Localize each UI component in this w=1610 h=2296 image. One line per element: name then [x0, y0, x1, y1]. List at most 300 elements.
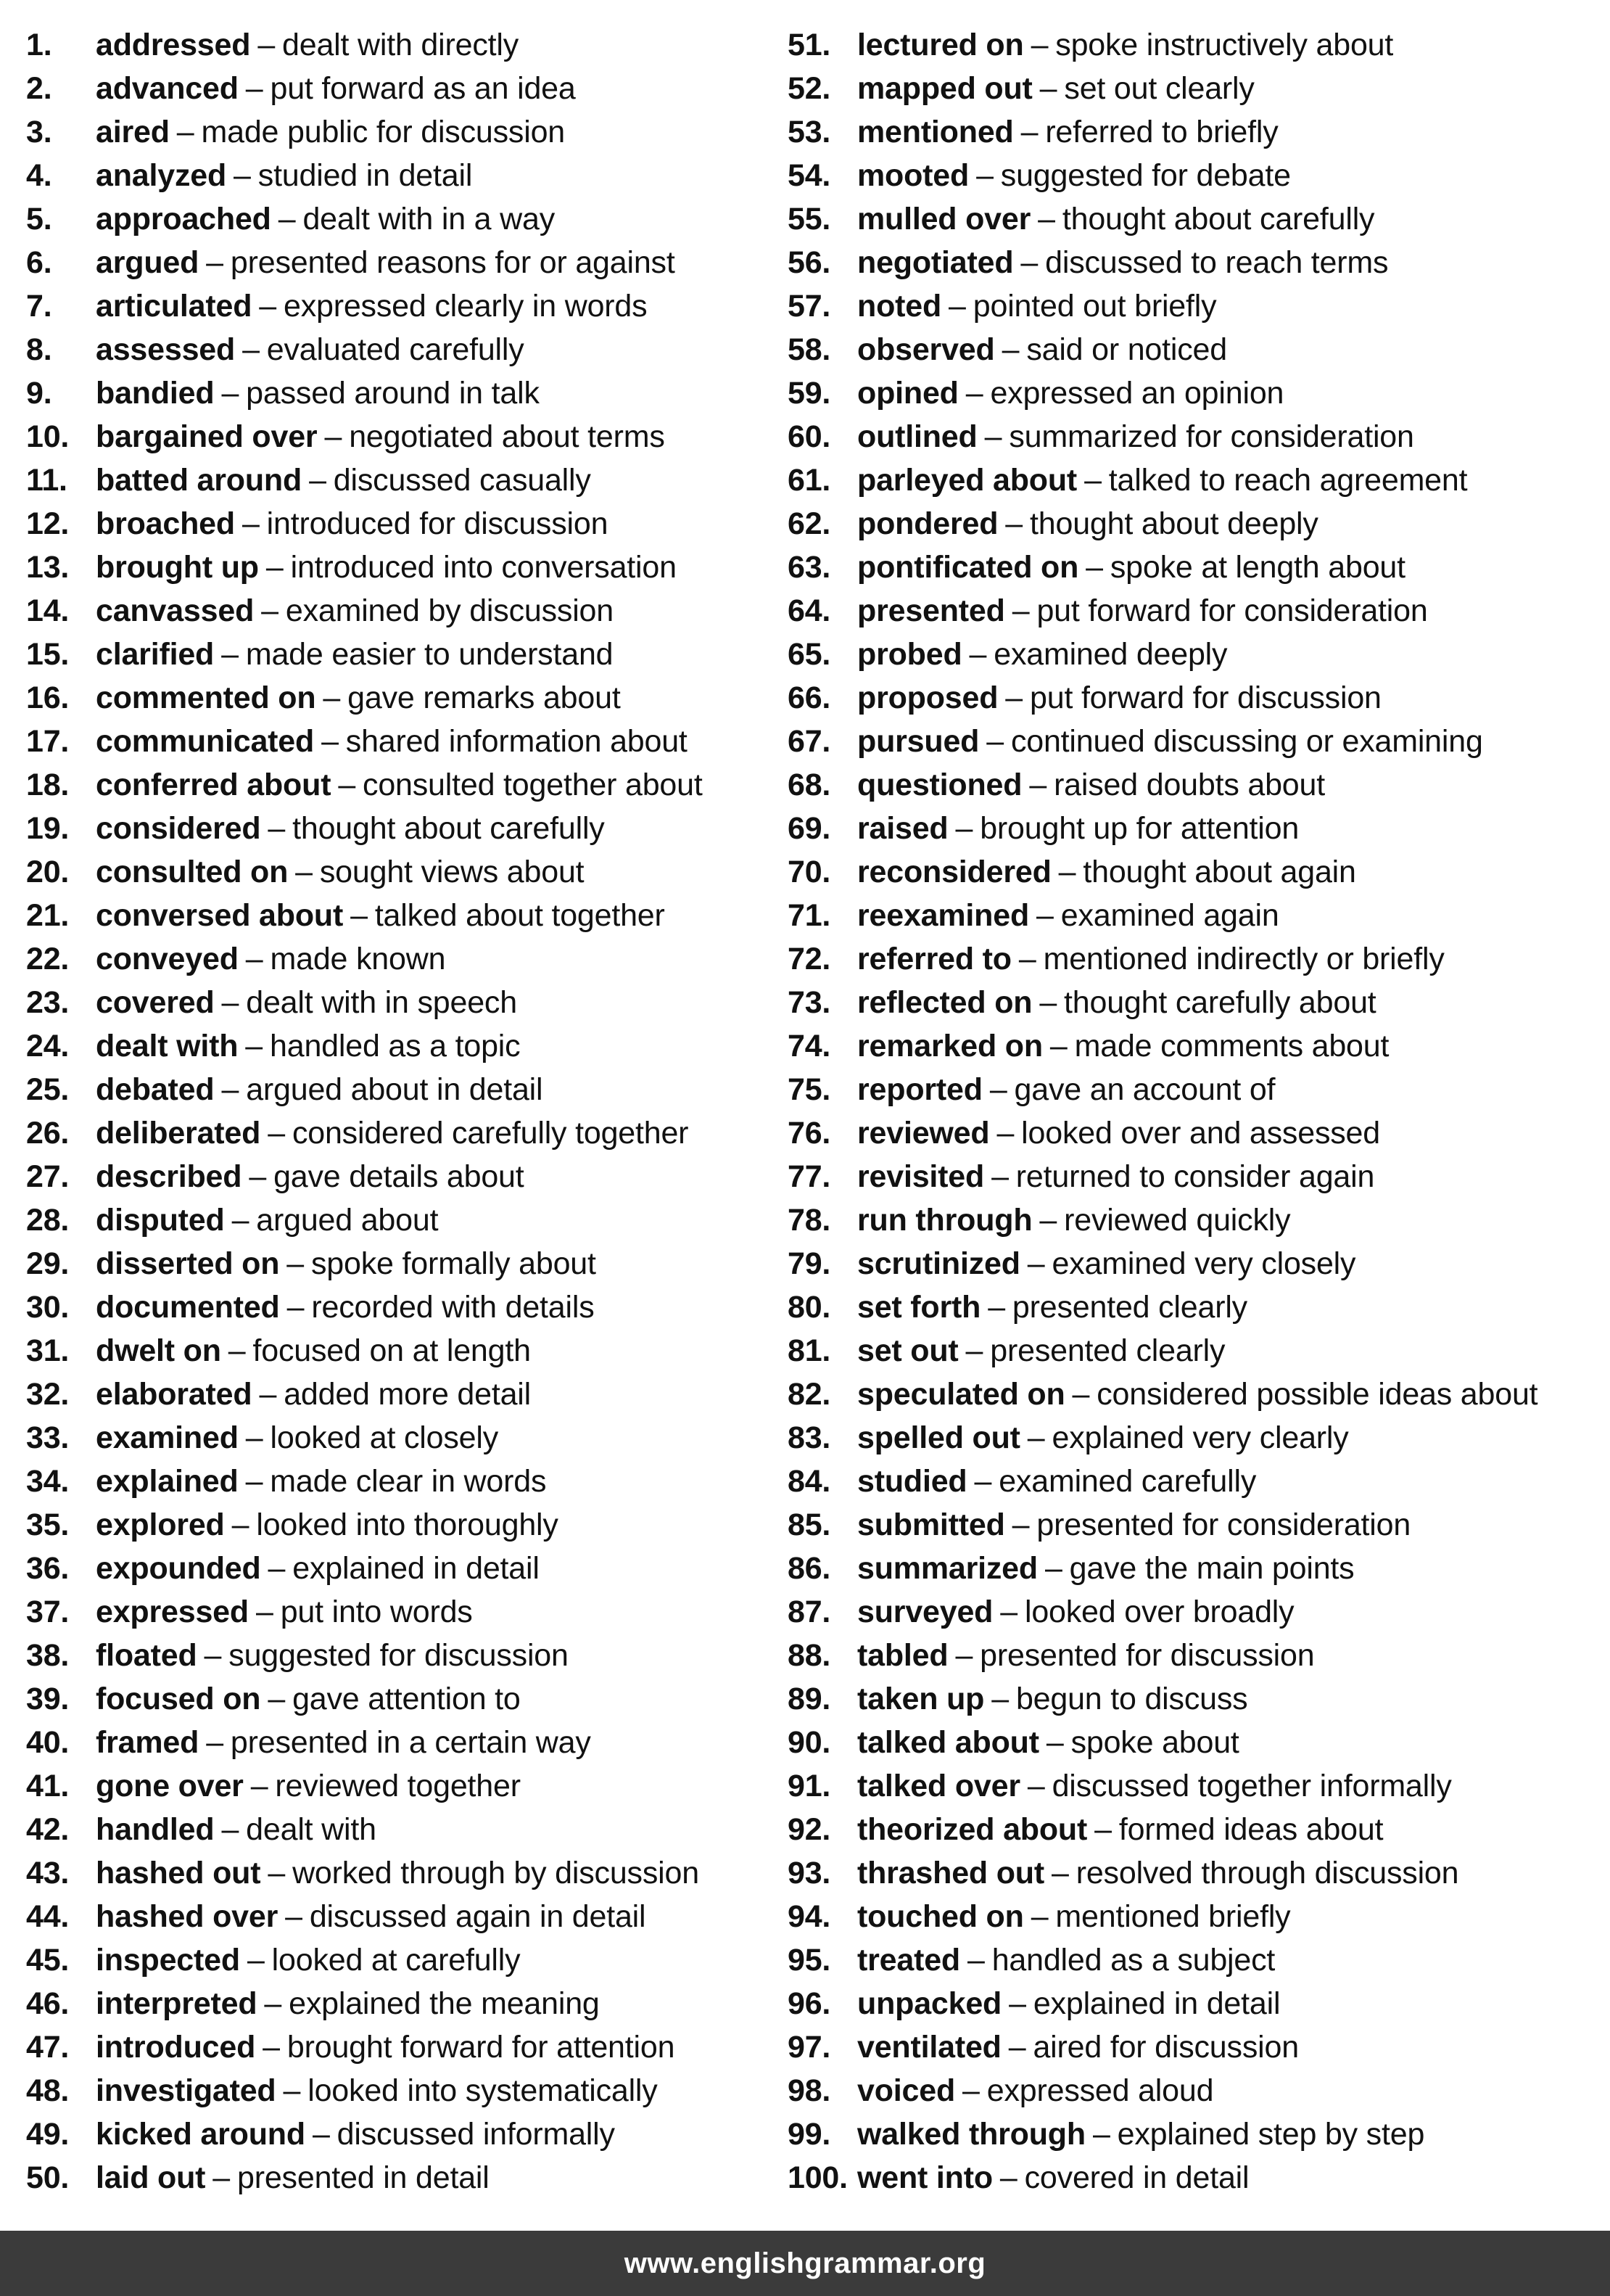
list-item — [26, 197, 788, 241]
item-definition: begun to discuss — [1015, 1681, 1248, 1716]
item-word: questioned — [857, 767, 1023, 802]
item-number: 43. — [26, 1855, 70, 1890]
item-word: handled — [96, 1811, 215, 1847]
list-item — [788, 1285, 1585, 1329]
item-number: 61. — [788, 462, 831, 498]
item-separator: – — [1012, 1507, 1030, 1542]
item-definition: discussed together informally — [1052, 1768, 1452, 1803]
item-definition: explained in detail — [292, 1550, 540, 1586]
item-number: 41. — [26, 1768, 70, 1803]
item-number: 50. — [26, 2160, 70, 2195]
item-separator: – — [1031, 27, 1049, 62]
item-number: 32. — [26, 1376, 70, 1412]
item-separator: – — [250, 1768, 268, 1803]
item-separator: – — [242, 506, 260, 541]
list-item — [26, 1764, 788, 1808]
item-word: parleyed about — [857, 462, 1078, 498]
item-definition: introduced into conversation — [290, 549, 677, 585]
item-word: advanced — [96, 70, 239, 106]
item-number: 46. — [26, 1986, 70, 2021]
item-number: 76. — [788, 1115, 831, 1151]
item-number: 13. — [26, 549, 70, 585]
list-item — [26, 981, 788, 1024]
list-item — [26, 676, 788, 720]
item-word: aired — [96, 114, 170, 149]
item-definition: dealt with — [246, 1811, 376, 1847]
item-number: 38. — [26, 1637, 70, 1673]
item-number: 87. — [788, 1594, 831, 1629]
list-item — [788, 2069, 1585, 2112]
item-number: 83. — [788, 1420, 831, 1455]
list-item — [26, 458, 788, 502]
item-number: 30. — [26, 1289, 70, 1325]
item-definition: discussed again in detail — [309, 1898, 646, 1934]
item-definition: returned to consider again — [1015, 1159, 1375, 1194]
list-item — [788, 67, 1585, 110]
item-number: 77. — [788, 1159, 831, 1194]
item-separator: – — [245, 1420, 263, 1455]
item-separator: – — [350, 897, 368, 933]
list-item — [26, 633, 788, 676]
item-number: 57. — [788, 288, 831, 324]
item-definition: looked into systematically — [307, 2073, 658, 2108]
item-word: debated — [96, 1071, 215, 1107]
item-separator: – — [991, 1681, 1009, 1716]
item-number: 55. — [788, 201, 831, 236]
list-item — [788, 241, 1585, 284]
item-word: articulated — [96, 288, 252, 324]
list-item — [788, 1503, 1585, 1547]
item-definition: reviewed quickly — [1064, 1202, 1291, 1238]
item-number: 94. — [788, 1898, 831, 1934]
item-word: noted — [857, 288, 942, 324]
item-definition: evaluated carefully — [266, 332, 524, 367]
list-item — [788, 1851, 1585, 1895]
item-separator: – — [245, 70, 263, 106]
item-definition: explained step by step — [1117, 2116, 1425, 2152]
item-number: 96. — [788, 1986, 831, 2021]
item-separator: – — [1049, 1028, 1068, 1063]
item-number: 54. — [788, 157, 831, 193]
item-number: 47. — [26, 2029, 70, 2065]
item-number: 69. — [788, 810, 831, 846]
item-number: 6. — [26, 244, 52, 280]
item-word: raised — [857, 810, 949, 846]
item-number: 42. — [26, 1811, 70, 1847]
item-word: unpacked — [857, 1986, 1002, 2021]
item-number: 27. — [26, 1159, 70, 1194]
item-definition: presented for discussion — [980, 1637, 1315, 1673]
list-item — [26, 546, 788, 589]
item-number: 29. — [26, 1246, 70, 1281]
item-definition: said or noticed — [1026, 332, 1227, 367]
item-separator: – — [1086, 549, 1103, 585]
item-word: walked through — [857, 2116, 1086, 2152]
item-definition: consulted together about — [363, 767, 703, 802]
list-item — [26, 241, 788, 284]
item-number: 1. — [26, 27, 52, 62]
item-word: batted around — [96, 462, 302, 498]
item-number: 31. — [26, 1333, 70, 1368]
list-item — [788, 1416, 1585, 1460]
item-word: elaborated — [96, 1376, 252, 1412]
item-definition: negotiated about terms — [349, 419, 665, 454]
item-word: pondered — [857, 506, 999, 541]
list-item — [26, 894, 788, 937]
item-separator: – — [1052, 1855, 1069, 1890]
item-number: 60. — [788, 419, 831, 454]
list-item — [26, 850, 788, 894]
item-word: talked over — [857, 1768, 1020, 1803]
item-number: 99. — [788, 2116, 831, 2152]
item-word: framed — [96, 1724, 199, 1760]
item-definition: reviewed together — [275, 1768, 521, 1803]
item-word: disputed — [96, 1202, 225, 1238]
item-word: laid out — [96, 2160, 206, 2195]
item-definition: expressed clearly in words — [283, 288, 648, 324]
item-definition: put forward for discussion — [1030, 680, 1382, 715]
item-number: 21. — [26, 897, 70, 933]
item-number: 52. — [788, 70, 831, 106]
list-item — [788, 110, 1585, 154]
item-separator: – — [996, 1115, 1015, 1151]
item-separator: – — [967, 1942, 985, 1978]
item-separator: – — [268, 810, 286, 846]
list-item — [788, 1242, 1585, 1285]
item-number: 80. — [788, 1289, 831, 1325]
item-separator: – — [1005, 680, 1023, 715]
list-item — [26, 763, 788, 807]
item-separator: – — [1038, 201, 1055, 236]
item-separator: – — [323, 680, 341, 715]
item-number: 65. — [788, 636, 831, 672]
item-word: addressed — [96, 27, 251, 62]
item-separator: – — [265, 549, 284, 585]
item-separator: – — [1009, 1986, 1026, 2021]
item-definition: thought about deeply — [1030, 506, 1318, 541]
item-word: set out — [857, 1333, 959, 1368]
item-definition: looked at carefully — [271, 1942, 521, 1978]
item-separator: – — [268, 1115, 285, 1151]
list-item — [26, 1068, 788, 1111]
item-word: reported — [857, 1071, 983, 1107]
item-definition: gave the main points — [1069, 1550, 1355, 1586]
item-definition: suggested for discussion — [228, 1637, 569, 1673]
list-item — [26, 2069, 788, 2112]
footer-url[interactable]: www.englishgrammar.org — [624, 2247, 986, 2279]
item-definition: spoke instructively about — [1055, 27, 1394, 62]
list-item — [26, 284, 788, 328]
item-number: 71. — [788, 897, 831, 933]
item-number: 59. — [788, 375, 831, 411]
item-definition: looked at closely — [270, 1420, 499, 1455]
item-definition: examined again — [1060, 897, 1279, 933]
item-separator: – — [984, 419, 1002, 454]
item-separator: – — [1084, 462, 1102, 498]
item-separator: – — [991, 1159, 1009, 1194]
item-number: 44. — [26, 1898, 70, 1934]
item-word: assessed — [96, 332, 236, 367]
item-number: 68. — [788, 767, 831, 802]
item-definition: considered carefully together — [292, 1115, 689, 1151]
right-column — [788, 23, 1585, 2200]
item-word: considered — [96, 810, 261, 846]
item-definition: thought about again — [1083, 854, 1356, 889]
list-item — [26, 1634, 788, 1677]
item-separator: – — [268, 1550, 286, 1586]
list-item — [26, 23, 788, 67]
item-word: tabled — [857, 1637, 949, 1673]
item-number: 93. — [788, 1855, 831, 1890]
item-definition: introduced for discussion — [266, 506, 608, 541]
list-item — [26, 1285, 788, 1329]
list-item — [788, 1677, 1585, 1721]
item-word: bargained over — [96, 419, 318, 454]
item-number: 62. — [788, 506, 831, 541]
item-separator: – — [955, 1637, 973, 1673]
list-item — [26, 1155, 788, 1198]
item-separator: – — [321, 723, 339, 759]
list-item — [26, 1416, 788, 1460]
item-separator: – — [949, 288, 966, 324]
item-word: reviewed — [857, 1115, 990, 1151]
item-definition: talked about together — [374, 897, 665, 933]
item-definition: made clear in words — [270, 1463, 547, 1499]
list-item — [788, 807, 1585, 850]
item-separator: – — [255, 1594, 273, 1629]
list-item — [788, 1373, 1585, 1416]
list-item — [26, 502, 788, 546]
item-word: investigated — [96, 2073, 276, 2108]
item-word: treated — [857, 1942, 960, 1978]
list-item — [26, 1851, 788, 1895]
item-word: gone over — [96, 1768, 244, 1803]
list-item — [26, 328, 788, 371]
item-number: 72. — [788, 941, 831, 976]
item-definition: explained the meaning — [289, 1986, 600, 2021]
item-definition: expressed an opinion — [990, 375, 1284, 411]
item-definition: put into words — [280, 1594, 473, 1629]
item-definition: recorded with details — [311, 1289, 595, 1325]
item-separator: – — [231, 1202, 249, 1238]
item-word: explained — [96, 1463, 239, 1499]
list-item — [26, 937, 788, 981]
item-definition: resolved through discussion — [1076, 1855, 1459, 1890]
item-separator: – — [338, 767, 356, 802]
item-word: hashed over — [96, 1898, 278, 1934]
item-separator: – — [1029, 767, 1047, 802]
list-item — [788, 284, 1585, 328]
item-word: negotiated — [857, 244, 1014, 280]
list-item — [788, 546, 1585, 589]
item-definition: examined by discussion — [285, 593, 614, 628]
item-number: 33. — [26, 1420, 70, 1455]
item-number: 23. — [26, 984, 70, 1020]
item-separator: – — [1008, 2029, 1026, 2065]
item-separator: – — [1036, 897, 1054, 933]
list-item — [26, 2112, 788, 2156]
item-word: run through — [857, 1202, 1033, 1238]
item-definition: made public for discussion — [201, 114, 565, 149]
item-definition: looked into thoroughly — [256, 1507, 558, 1542]
item-word: studied — [857, 1463, 967, 1499]
item-separator: – — [268, 1855, 286, 1890]
item-number: 70. — [788, 854, 831, 889]
item-word: explored — [96, 1507, 225, 1542]
item-word: inspected — [96, 1942, 240, 1978]
item-definition: set out clearly — [1064, 70, 1255, 106]
item-number: 28. — [26, 1202, 70, 1238]
item-word: introduced — [96, 2029, 256, 2065]
item-word: argued — [96, 244, 199, 280]
list-item — [26, 1503, 788, 1547]
list-item — [788, 1764, 1585, 1808]
item-word: expounded — [96, 1550, 261, 1586]
item-definition: pointed out briefly — [973, 288, 1217, 324]
item-definition: argued about in detail — [246, 1071, 543, 1107]
item-word: focused on — [96, 1681, 261, 1716]
item-word: spelled out — [857, 1420, 1020, 1455]
item-number: 81. — [788, 1333, 831, 1368]
item-number: 15. — [26, 636, 70, 672]
item-number: 75. — [788, 1071, 831, 1107]
item-word: broached — [96, 506, 235, 541]
item-word: went into — [857, 2160, 993, 2195]
list-item — [788, 676, 1585, 720]
item-definition: presented in a certain way — [230, 1724, 591, 1760]
item-separator: – — [1044, 1550, 1062, 1586]
item-separator: – — [278, 201, 296, 236]
item-word: reexamined — [857, 897, 1030, 933]
item-number: 35. — [26, 1507, 70, 1542]
list-item — [788, 1198, 1585, 1242]
item-definition: studied in detail — [257, 157, 473, 193]
item-definition: suggested for debate — [1000, 157, 1291, 193]
item-definition: examined carefully — [999, 1463, 1257, 1499]
item-definition: looked over and assessed — [1021, 1115, 1380, 1151]
list-item — [788, 894, 1585, 937]
item-separator: – — [1012, 593, 1030, 628]
item-definition: dealt with directly — [282, 27, 519, 62]
item-separator: – — [204, 1637, 222, 1673]
item-word: floated — [96, 1637, 197, 1673]
item-number: 66. — [788, 680, 831, 715]
item-word: remarked on — [857, 1028, 1043, 1063]
item-word: analyzed — [96, 157, 227, 193]
word-list — [26, 23, 1585, 2200]
item-number: 34. — [26, 1463, 70, 1499]
list-item — [788, 850, 1585, 894]
item-number: 36. — [26, 1550, 70, 1586]
item-number: 22. — [26, 941, 70, 976]
item-definition: handled as a subject — [991, 1942, 1276, 1978]
list-item — [788, 154, 1585, 197]
item-word: disserted on — [96, 1246, 280, 1281]
item-definition: spoke about — [1070, 1724, 1239, 1760]
item-number: 86. — [788, 1550, 831, 1586]
item-definition: put forward as an idea — [270, 70, 576, 106]
list-item — [26, 1460, 788, 1503]
item-number: 89. — [788, 1681, 831, 1716]
item-word: dealt with — [96, 1028, 239, 1063]
item-definition: looked over broadly — [1024, 1594, 1295, 1629]
item-separator: – — [1031, 1898, 1049, 1934]
item-number: 11. — [26, 462, 67, 498]
item-word: taken up — [857, 1681, 985, 1716]
item-word: canvassed — [96, 593, 255, 628]
list-item — [26, 1024, 788, 1068]
item-separator: – — [221, 636, 239, 672]
list-item — [26, 1895, 788, 1938]
item-definition: covered in detail — [1024, 2160, 1250, 2195]
item-separator: – — [221, 375, 239, 411]
list-item — [788, 1329, 1585, 1373]
item-definition: mentioned indirectly or briefly — [1043, 941, 1445, 976]
item-separator: – — [228, 1333, 246, 1368]
item-number: 39. — [26, 1681, 70, 1716]
list-item — [788, 1460, 1585, 1503]
item-definition: thought about carefully — [1062, 201, 1375, 236]
item-separator: – — [1072, 1376, 1090, 1412]
item-separator: – — [231, 1507, 249, 1542]
list-item — [788, 1547, 1585, 1590]
item-word: deliberated — [96, 1115, 261, 1151]
list-item — [26, 1808, 788, 1851]
item-number: 19. — [26, 810, 70, 846]
item-separator: – — [962, 2073, 980, 2108]
item-word: dwelt on — [96, 1333, 221, 1368]
item-number: 25. — [26, 1071, 70, 1107]
list-item — [788, 1590, 1585, 1634]
item-separator: – — [324, 419, 342, 454]
item-word: pontificated on — [857, 549, 1079, 585]
left-column — [26, 23, 788, 2200]
item-number: 82. — [788, 1376, 831, 1412]
item-word: approached — [96, 201, 271, 236]
item-definition: passed around in talk — [246, 375, 540, 411]
item-number: 84. — [788, 1463, 831, 1499]
item-separator: – — [249, 1159, 267, 1194]
list-item — [788, 1895, 1585, 1938]
item-word: talked about — [857, 1724, 1039, 1760]
list-item — [788, 589, 1585, 633]
item-definition: discussed to reach terms — [1045, 244, 1389, 280]
item-word: covered — [96, 984, 215, 1020]
item-separator: – — [999, 2160, 1017, 2195]
list-item — [26, 1547, 788, 1590]
list-item — [26, 1242, 788, 1285]
list-item — [26, 720, 788, 763]
item-definition: spoke formally about — [311, 1246, 596, 1281]
item-separator: – — [286, 1289, 305, 1325]
item-word: mentioned — [857, 114, 1014, 149]
list-item — [788, 1024, 1585, 1068]
list-item — [788, 1721, 1585, 1764]
list-item — [788, 2025, 1585, 2069]
item-definition: gave remarks about — [347, 680, 621, 715]
item-separator: – — [242, 332, 260, 367]
item-separator: – — [261, 593, 278, 628]
item-separator: – — [312, 2116, 330, 2152]
item-number: 79. — [788, 1246, 831, 1281]
item-definition: examined deeply — [994, 636, 1228, 672]
item-separator: – — [245, 1463, 263, 1499]
item-separator: – — [986, 723, 1004, 759]
item-definition: thought about carefully — [292, 810, 605, 846]
list-item — [788, 1938, 1585, 1982]
item-separator: – — [1039, 1202, 1057, 1238]
item-definition: presented in detail — [237, 2160, 490, 2195]
